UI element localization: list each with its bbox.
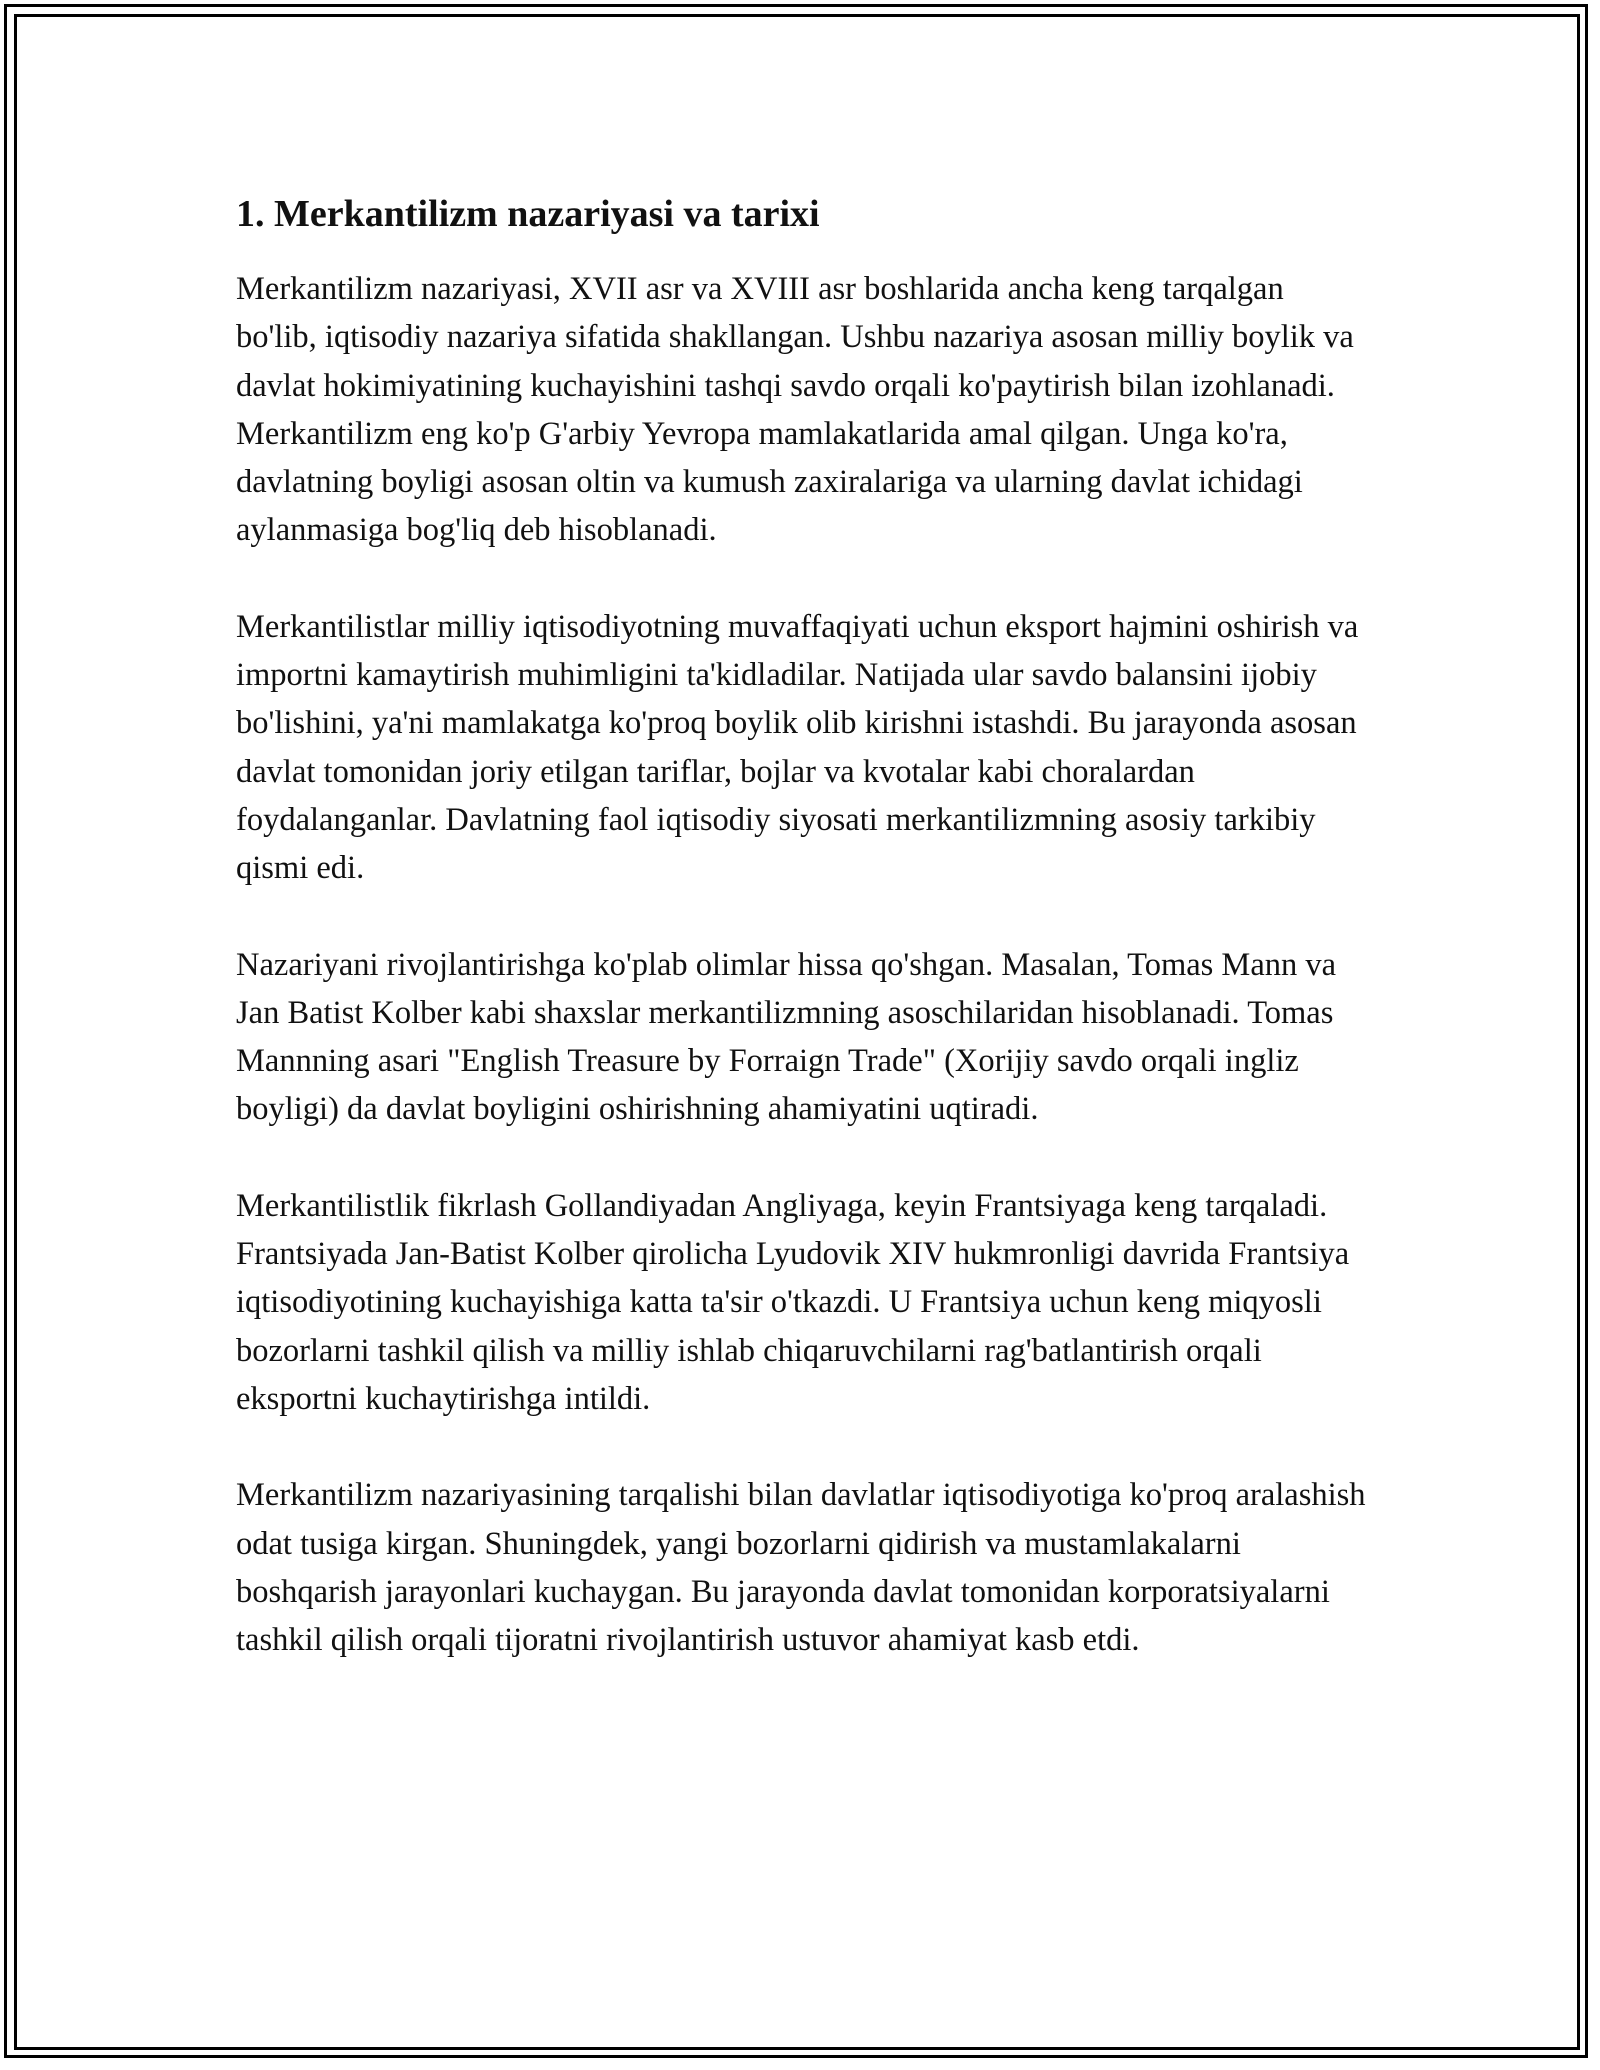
- document-body: [236, 185, 1366, 1712]
- paragraph: Merkantilizm nazariyasining tarqalishi bilan davlatlar iqtisodiyotiga ko'proq aralashish odat tusiga kirgan. Shuningdek, yangi bozorlarni qidirish va mustamlakalarni boshqarish jarayonlari kuchaygan. Bu jarayonda davlat tomonidan korporatsiyalarni tashkil qilish orqali tijoratni rivojlantirish ustuvor ahamiyat kasb etdi.: [236, 1477, 1366, 1659]
- paragraph: Nazariyani rivojlantirishga ko'plab olimlar hissa qo'shgan. Masalan, Tomas Mann va Jan Batist Kolber kabi shaxslar merkantilizmning asoschilaridan hisoblanadi. Tomas Mannning asari "English Treasure by Forraign Trade" (Xorijiy savdo orqali ingliz boyligi) da davlat boyligini oshirishning ahamiyatini uqtiradi.: [236, 946, 1337, 1128]
- section-title: 1. Merkantilizm nazariyasi va tarixi: [236, 193, 820, 235]
- paragraph: Merkantilizm nazariyasi, XVII asr va XVIII asr boshlarida ancha keng tarqalgan bo'lib, iqtisodiy nazariya sifatida shakllangan. Ushbu nazariya asosan milliy boylik va davlat hokimiyatining kuchayishini tashqi savdo orqali ko'paytirish bilan izohlanadi. Merkantilizm eng ko'p G'arbiy Yevropa mamlakatlarida amal qilgan. Unga ko'ra, davlatning boyligi asosan oltin va kumush zaxiralariga va ularning davlat ichidagi aylanmasiga bog'liq deb hisoblanadi.: [236, 271, 1354, 549]
- paragraph: Merkantilistlik fikrlash Gollandiyadan Angliyaga, keyin Frantsiyaga keng tarqaladi. Frantsiyada Jan-Batist Kolber qirolicha Lyudovik XIV hukmronligi davrida Frantsiya iqtisodiyotining kuchayishiga katta ta'sir o'tkazdi. U Frantsiya uchun keng miqyosli bozorlarni tashkil qilish va milliy ishlab chiqaruvchilarni rag'batlantirish orqali eksportni kuchaytirishga intildi.: [236, 1187, 1350, 1417]
- paragraph: Merkantilistlar milliy iqtisodiyotning muvaffaqiyati uchun eksport hajmini oshirish va importni kamaytirish muhimligini ta'kidladilar. Natijada ular savdo balansini ijobiy bo'lishini, ya'ni mamlakatga ko'proq boylik olib kirishni istashdi. Bu jarayonda asosan davlat tomonidan joriy etilgan tariflar, bojlar va kvotalar kabi choralardan foydalanganlar. Davlatning faol iqtisodiy siyosati merkantilizmning asosiy tarkibiy qismi edi.: [236, 608, 1359, 887]
